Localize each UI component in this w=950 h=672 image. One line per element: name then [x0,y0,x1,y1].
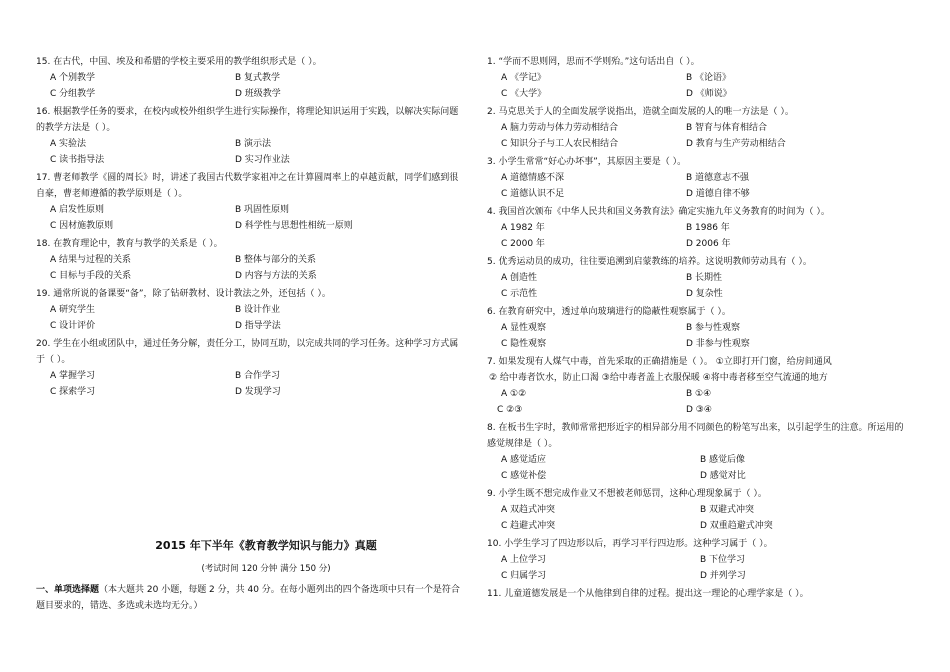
options [487,170,912,202]
options [487,502,912,534]
question-number: 3. [487,157,496,167]
option-d: D 非参与性观察 [686,339,750,349]
right-column [487,54,912,604]
question-number: 10. [487,539,502,549]
question-15 [36,54,466,102]
option-d: D 发现学习 [235,387,281,397]
options [36,368,466,400]
options [487,386,912,418]
question-number: 11. [487,589,502,599]
option-c: C 知识分子与工人农民相结合 [501,139,619,149]
question-stem: 根据教学任务的要求，在校内或校外组织学生进行实际操作，将理论知识运用于实践，以解决实际问题的教学方法是（ ）。 [36,107,459,133]
question-number: 6. [487,307,496,317]
question-number: 19. [36,289,51,299]
question-5 [487,254,912,302]
options [487,552,912,584]
option-c: C 目标与手段的关系 [50,271,132,281]
options [487,270,912,302]
question-10 [487,536,912,584]
option-b: B 参与性观察 [686,323,741,333]
question-number: 4. [487,207,496,217]
section-label: 一、单项选择题 [36,585,100,595]
question-number: 18. [36,239,51,249]
question-20 [36,336,466,400]
options [487,220,912,252]
option-c: C 归属学习 [501,571,547,581]
question-number: 20. [36,339,51,349]
option-a: A 启发性原则 [50,205,105,215]
option-a: A 上位学习 [501,555,547,565]
question-6 [487,304,912,352]
question-number: 16. [36,107,51,117]
option-b: B 感觉后像 [700,455,746,465]
option-d: D 实习作业法 [235,155,290,165]
section-text: （本大题共 20 小题，每题 2 分，共 40 分。在每小题列出的四个备选项中只有一个是符合题目要求的，错选、多选或未选均无分。） [36,585,460,611]
question-stem: 小学生既不想完成作业又不想被老师惩罚，这种心理现象属于（ ）。 [498,489,767,499]
question-stem: 在教育研究中，透过单向玻璃进行的隐蔽性观察属于（ ）。 [498,307,731,317]
option-c: C 感觉补偿 [501,471,547,481]
option-a: A ①② [501,389,527,399]
option-c: C ②③ [497,405,523,415]
question-2 [487,104,912,152]
option-c: C 分组教学 [50,89,96,99]
option-c: C 设计评价 [50,321,96,331]
question-19 [36,286,466,334]
question-stem: 我国首次颁布《中华人民共和国义务教育法》确定实施九年义务教育的时间为（ ）。 [498,207,830,217]
question-stem: 小学生常常“好心办坏事”，其原因主要是（ ）。 [498,157,687,167]
option-a: A 创造性 [501,273,538,283]
option-d: D 道德自律不够 [686,189,750,199]
exam-header [36,538,466,614]
option-a: A 结果与过程的关系 [50,255,132,265]
question-number: 1. [487,57,496,67]
options [36,136,466,168]
option-a: A 1982 年 [501,223,545,233]
option-b: B 演示法 [235,139,272,149]
question-number: 7. [487,357,496,367]
option-d: D 双重趋避式冲突 [700,521,773,531]
left-column [36,54,466,402]
exam-title: 2015 年下半年《教育教学知识与能力》真题 [155,539,377,552]
option-a: A 道德情感不深 [501,173,565,183]
option-b: B 整体与部分的关系 [235,255,317,265]
question-stem: 马克思关于人的全面发展学说指出，造就全面发展的人的唯一方法是（ ）。 [498,107,794,117]
options [487,70,912,102]
question-3 [487,154,912,202]
options [36,70,466,102]
option-c: C 因材施教原则 [50,221,114,231]
option-d: D 并列学习 [700,571,746,581]
option-d: D 指导学法 [235,321,281,331]
option-c: C 探索学习 [50,387,96,397]
option-d: D 班级教学 [235,89,281,99]
option-b: B 1986 年 [686,223,730,233]
question-number: 8. [487,423,496,433]
question-stem: 儿童道德发展是一个从他律到自律的过程。提出这一理论的心理学家是（ ）。 [504,589,809,599]
option-d: D 感觉对比 [700,471,746,481]
options [487,452,912,484]
question-17 [36,170,466,234]
question-stem: “学而不思则罔，思而不学则殆。”这句话出自（ ）。 [498,57,700,67]
question-stem: 在古代，中国、埃及和希腊的学校主要采用的教学组织形式是（ ）。 [53,57,322,67]
option-c: C 读书指导法 [50,155,105,165]
option-b: B ①④ [686,389,712,399]
question-stem: 通常所说的备课要“备”，除了钻研教材、设计教法之外，还包括（ ）。 [53,289,331,299]
question-number: 2. [487,107,496,117]
option-b: B 长期性 [686,273,723,283]
option-a: A 双趋式冲突 [501,505,556,515]
question-number: 9. [487,489,496,499]
question-number: 15. [36,57,51,67]
option-a: A 显性观察 [501,323,547,333]
question-stem: 小学生学习了四边形以后，再学习平行四边形。这种学习属于（ ）。 [504,539,773,549]
question-8 [487,420,912,484]
question-stem: 优秀运动员的成功，往往要追溯到启蒙教练的培养。这说明教师劳动具有（ ）。 [498,257,812,267]
options [487,320,912,352]
options [36,252,466,284]
question-stem: 如果发现有人煤气中毒，首先采取的正确措施是（ ）。 ①立即打开门窗，给房间通风 [498,357,832,367]
option-a: A 研究学生 [50,305,96,315]
option-c: C 示范性 [501,289,538,299]
option-c: C 道德认识不足 [501,189,565,199]
option-b: B 下位学习 [700,555,746,565]
option-c: C 2000 年 [501,239,545,249]
question-9 [487,486,912,534]
question-stem: 在板书生字时，教师常常把形近字的相异部分用不同颜色的粉笔写出来，以引起学生的注意。所运用的感觉规律是（ ）。 [487,423,904,449]
question-4 [487,204,912,252]
option-d: D ③④ [686,405,712,415]
option-a: A 个别教学 [50,73,96,83]
question-number: 5. [487,257,496,267]
option-d: D 科学性与思想性相统一原则 [235,221,353,231]
option-a: A 脑力劳动与体力劳动相结合 [501,123,619,133]
question-stem: 学生在小组或团队中，通过任务分解，责任分工，协同互助，以完成共同的学习任务。这种学习方式属于（ ）。 [36,339,459,365]
option-b: B 《论语》 [686,73,732,83]
option-b: B 合作学习 [235,371,281,381]
option-b: B 道德意志不强 [686,173,750,183]
option-b: B 双避式冲突 [700,505,755,515]
question-1 [487,54,912,102]
option-d: D 《师说》 [686,89,732,99]
question-stem: 曹老师教学《圆的周长》时，讲述了我国古代数学家祖冲之在计算圆周率上的卓越贡献，同学们感到很自豪，曹老师遵循的教学原则是（ ）。 [36,173,459,199]
options [487,120,912,152]
option-d: D 复杂性 [686,289,723,299]
option-a: A 《学记》 [501,73,547,83]
question-11 [487,586,912,602]
option-c: C 趋避式冲突 [501,521,556,531]
option-d: D 教育与生产劳动相结合 [686,139,786,149]
option-a: A 感觉适应 [501,455,547,465]
section-instructions [36,582,466,614]
question-16 [36,104,466,168]
options [36,302,466,334]
question-number: 17. [36,173,51,183]
option-c: C 隐性观察 [501,339,547,349]
option-d: D 2006 年 [686,239,731,249]
option-b: B 复式教学 [235,73,281,83]
option-c: C 《大学》 [501,89,547,99]
option-a: A 掌握学习 [50,371,96,381]
option-a: A 实验法 [50,139,87,149]
question-18 [36,236,466,284]
option-b: B 巩固性原则 [235,205,290,215]
exam-subtitle: (考试时间 120 分钟 满分 150 分) [201,564,331,574]
option-d: D 内容与方法的关系 [235,271,317,281]
option-b: B 智育与体育相结合 [686,123,768,133]
option-b: B 设计作业 [235,305,281,315]
question-7 [487,354,912,418]
question-extra-line: ② 给中毒者饮水，防止口渴 ③给中毒者盖上衣服保暖 ④将中毒者移至空气流通的地方 [489,373,828,383]
options [36,202,466,234]
question-stem: 在教育理论中，教育与教学的关系是（ ）。 [53,239,223,249]
